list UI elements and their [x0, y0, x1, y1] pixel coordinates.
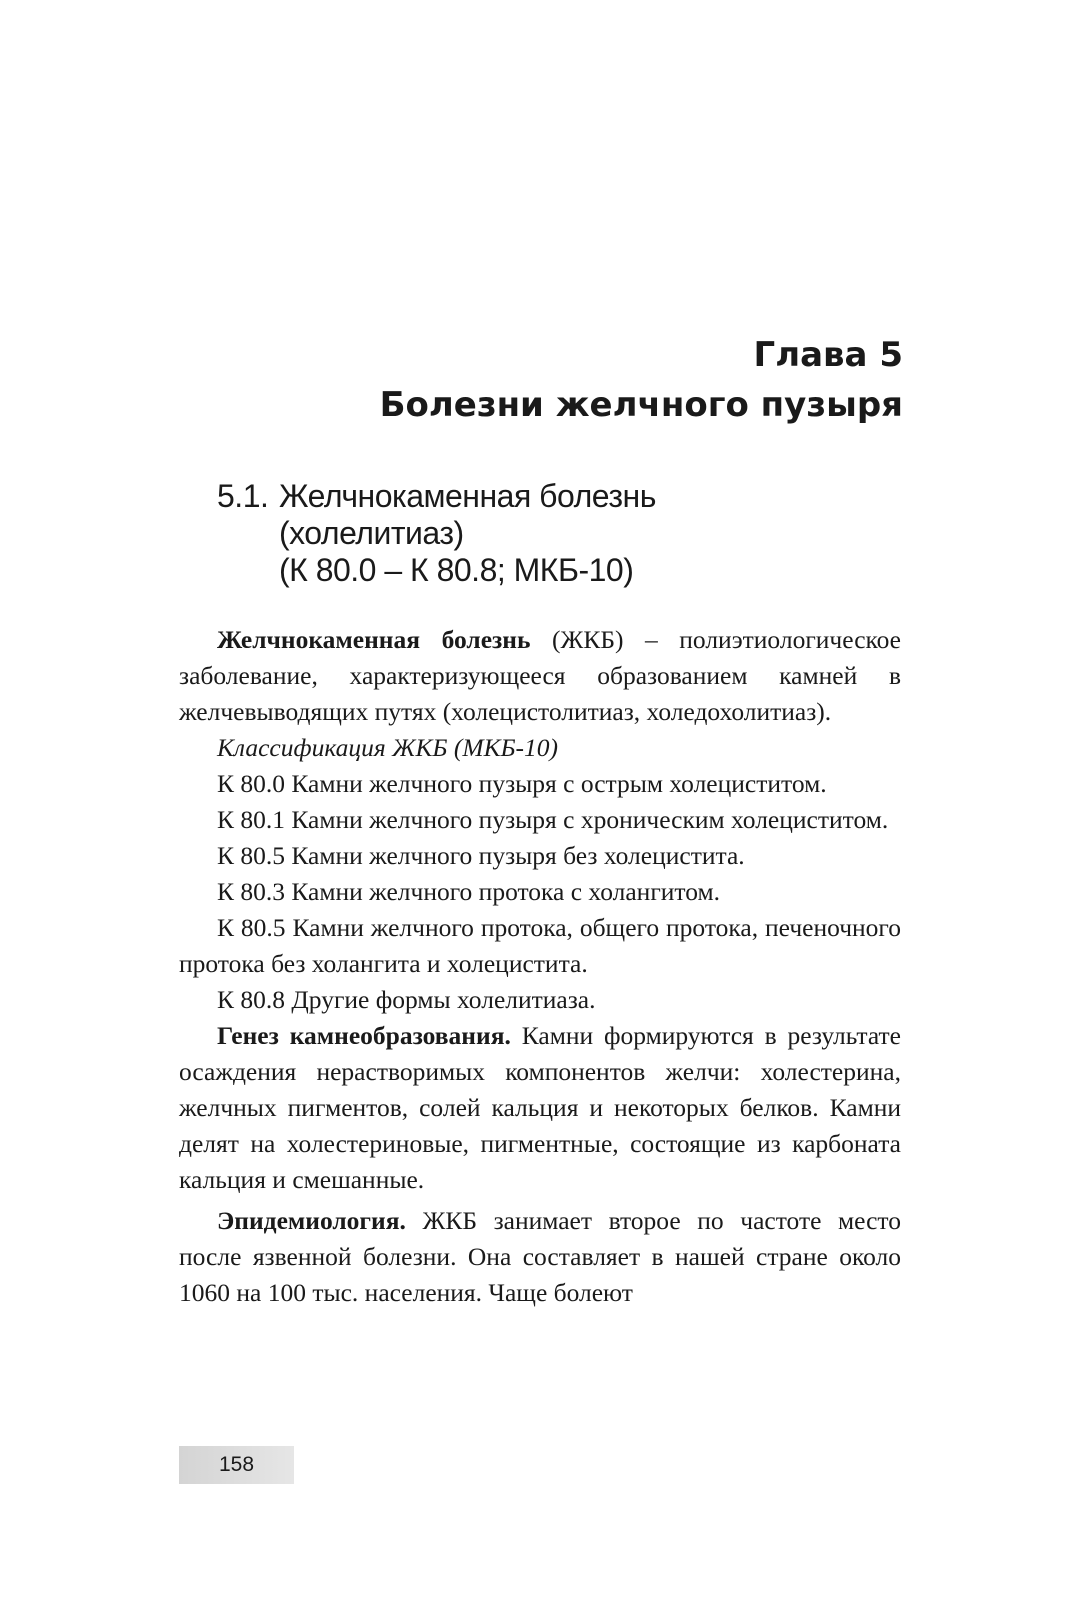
- section-number: 5.1.: [217, 478, 269, 514]
- section-title-line-3: (К 80.0 – К 80.8; МКБ-10): [279, 552, 634, 588]
- page-number: 158: [179, 1446, 294, 1484]
- epidemiology-heading: Эпидемиология.: [217, 1206, 406, 1235]
- chapter-number: Глава 5: [753, 335, 903, 375]
- term-bold: Желчнокаменная болезнь: [217, 625, 531, 654]
- body-text: [179, 622, 901, 1311]
- genesis-heading: Генез камнеобразования.: [217, 1021, 511, 1050]
- paragraph-genesis: Генез камнеобразования. Камни формируются в результате осаждения нерастворимых компонентов желчи: холестерина, желчных пигментов, солей кальция и некоторых белков. Камни делят на холестериновые, пигментные, состоящие из карбоната кальция и смешанные.: [179, 1021, 901, 1194]
- chapter-heading: [380, 330, 903, 430]
- section-title-line-1: Желчнокаменная болезнь: [279, 478, 656, 514]
- section-heading: [217, 478, 656, 589]
- paragraph-classification-heading: [179, 730, 901, 766]
- paragraph-code-k80-5-a: К 80.5 Камни желчного пузыря без холецистита.: [217, 841, 745, 870]
- paragraph-definition: Желчнокаменная болезнь (ЖКБ) – полиэтиологическое заболевание, характеризующееся образованием камней в желчевыводящих путях (холецистолитиаз, холедохолитиаз).: [179, 625, 901, 726]
- paragraph-epidemiology: Эпидемиология. ЖКБ занимает второе по частоте место после язвенной болезни. Она составляет в нашей стране около 1060 на 100 тыс. населения. Чаще болеют: [179, 1206, 901, 1307]
- paragraph-code-k80-3: К 80.3 Камни желчного протока с холангитом.: [217, 877, 721, 906]
- classification-heading: Классификация ЖКБ (МКБ-10): [217, 733, 559, 762]
- paragraph-code-k80-5-b: К 80.5 Камни желчного протока, общего протока, печеночного протока без холангита и холецистита.: [179, 913, 901, 978]
- section-title-line-2: (холелитиаз): [279, 515, 464, 551]
- paragraph-code-k80-8: К 80.8 Другие формы холелитиаза.: [217, 985, 596, 1014]
- paragraph-code-k80-0: К 80.0 Камни желчного пузыря с острым холециститом.: [217, 769, 827, 798]
- paragraph-code-k80-1: К 80.1 Камни желчного пузыря с хроническим холециститом.: [217, 805, 889, 834]
- chapter-title: Болезни желчного пузыря: [379, 385, 903, 425]
